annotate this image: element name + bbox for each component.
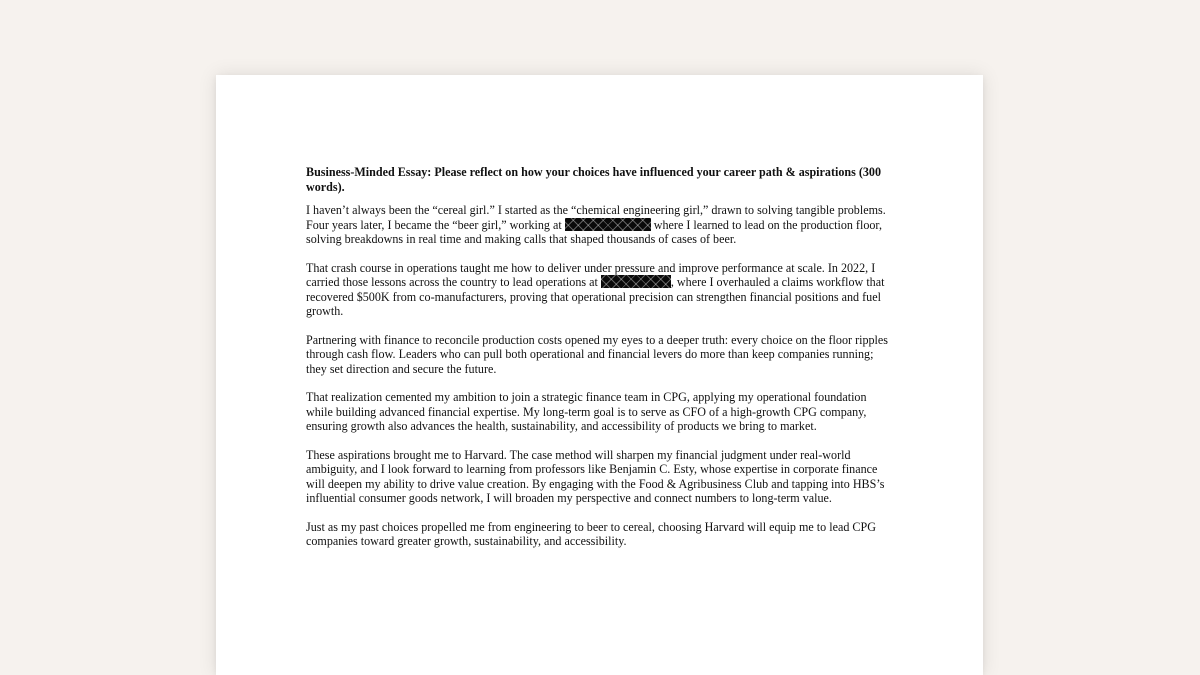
paragraph-3: Partnering with finance to reconcile production costs opened my eyes to a deeper truth: every choice on the floor ripples through cash flow. Leaders who can pull both operational and financial levers do more than keep companies running; they set direction and secure the future.: [306, 332, 888, 376]
redacted-company-block: [601, 275, 671, 288]
paragraph-2-end: , where I overhauled a claims workflow that recovered $500K from co-manufacturers, proving that operational precision can strengthen financial positions and fuel growth.: [306, 275, 885, 318]
paragraph-1-end: where I learned to lead on the production floor, solving breakdowns in real time and making calls that shaped thousands of cases of beer.: [306, 217, 882, 246]
paragraph-2-start: That crash course in operations taught me how to deliver under pressure and improve performance at scale. In 2022, I carried those lessons across the country to lead operations at: [306, 260, 876, 289]
paragraph-2: [306, 261, 892, 319]
paragraph-1: [306, 203, 892, 247]
paragraph-6: Just as my past choices propelled me from engineering to beer to cereal, choosing Harvard will equip me to lead CPG companies toward greater growth, sustainability, and accessibility.: [306, 519, 876, 548]
essay-body: [306, 165, 892, 563]
redacted-company-block: [565, 218, 651, 231]
essay-heading: Business-Minded Essay: Please reflect on how your choices have influenced your career path & aspirations (300 words).: [306, 165, 882, 194]
paragraph-4: That realization cemented my ambition to join a strategic finance team in CPG, applying my operational foundation while building advanced financial expertise. My long-term goal is to serve as CFO of a high-growth CPG company, ensuring growth also advances the health, sustainability, and accessibility of products we bring to market.: [306, 390, 867, 433]
paragraph-1-start: I haven’t always been the “cereal girl.” I started as the “chemical engineering girl,” drawn to solving tangible problems. Four years later, I became the “beer girl,” working at: [306, 203, 886, 232]
paragraph-5: These aspirations brought me to Harvard. The case method will sharpen my financial judgment under real-world ambiguity, and I look forward to learning from professors like Benjamin C. Esty, whose expertise in corporate finance will deepen my ability to drive value creation. By engaging with the Food & Agribusiness Club and tapping into HBS’s influential consumer goods network, I will broaden my perspective and connect numbers to long-term value.: [306, 447, 885, 505]
document-page: [216, 75, 983, 675]
